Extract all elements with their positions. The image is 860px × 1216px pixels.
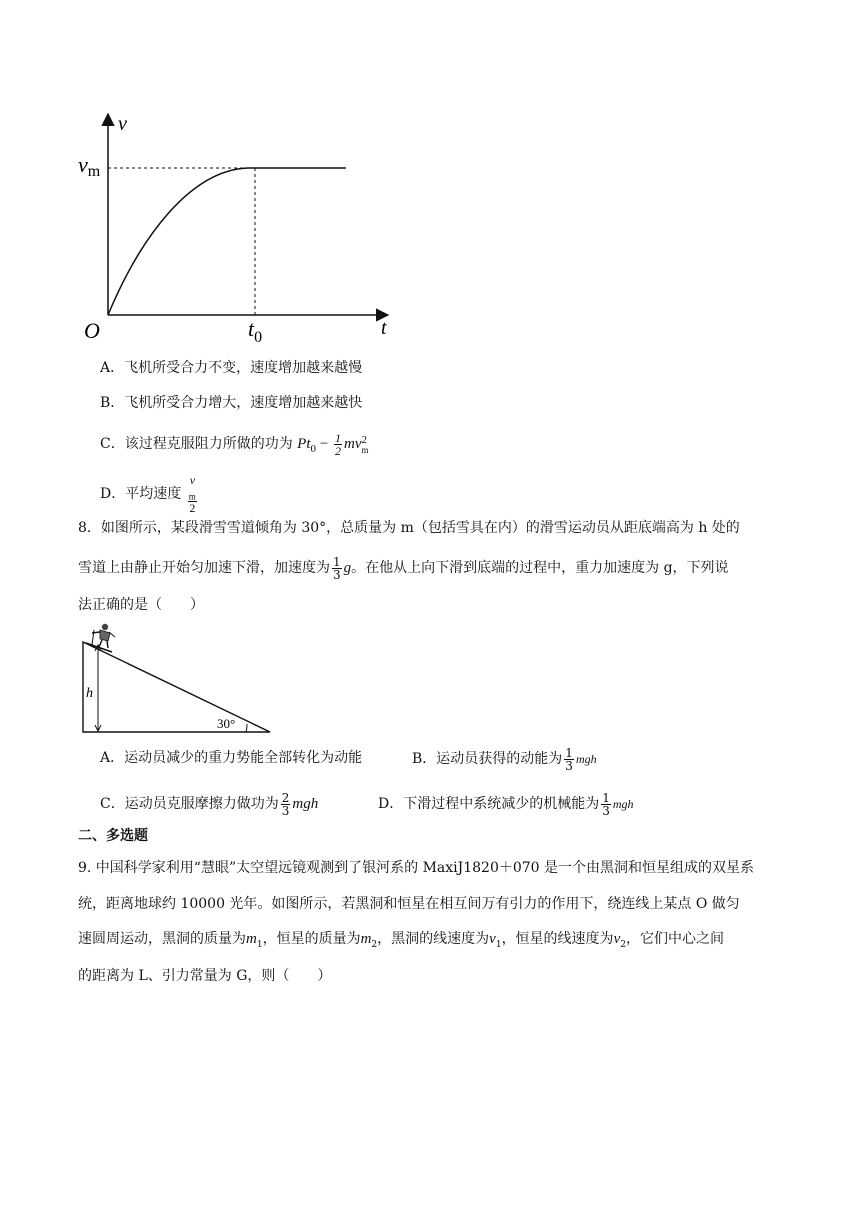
slope-triangle xyxy=(83,642,270,732)
height-label: h xyxy=(86,686,93,701)
skier-icon xyxy=(86,624,115,652)
q9-line2: 统，距离地球约 10000 光年。如图所示，若黑洞和恒星在相互间万有引力的作用下，绕连线上某点 O 做匀 xyxy=(78,896,740,912)
q8-stem-line1: 8．如图所示，某段滑雪雪道倾角为 30°，总质量为 m（包括雪具在内）的滑雪运动员从距底端高为 h 处的 xyxy=(78,520,740,536)
x-axis-label: t xyxy=(381,317,387,339)
angle-label: 30° xyxy=(217,716,236,731)
q7-option-a: A．飞机所受合力不变，速度增加越来越慢 xyxy=(100,360,363,376)
q7-option-c xyxy=(100,430,369,463)
y-axis-label: v xyxy=(118,113,127,135)
section-heading-multiple-choice: 二、多选题 xyxy=(78,828,148,844)
q9-line1: 9. 中国科学家利用“慧眼”太空望远镜观测到了银河系的 MaxiJ1820＋070 是一个由黑洞和恒星组成的双星系 xyxy=(78,860,755,876)
q7-option-d-text: D．平均速度 xyxy=(100,486,182,503)
vm-label: vm xyxy=(78,152,101,180)
q8-option-b: B．运动员获得的动能为 $\frac{1}{3}$ mgh xyxy=(412,745,597,773)
ski-slope-figure xyxy=(78,620,278,738)
angle-arc xyxy=(246,724,247,732)
q8-option-d: D．下滑过程中系统减少的机械能为 $\frac{1}{3}$ mgh xyxy=(378,790,634,818)
q8-stem-line3: 法正确的是（ ） xyxy=(78,597,204,613)
q7-option-d xyxy=(100,474,199,514)
velocity-curve xyxy=(108,168,346,315)
q7-option-d-fraction: v $_m$ 2 xyxy=(188,473,196,516)
q9-line4: 的距离为 L、引力常量为 G，则（ ） xyxy=(78,968,332,984)
q8-option-c: C．运动员克服摩擦力做功为 $\frac{2}{3}$ mgh xyxy=(100,790,319,818)
q7-option-c-text: C．该过程克服阻力所做的功为 xyxy=(100,436,293,452)
q9-line3: 速圆周运动，黑洞的质量为$m_1$，恒星的质量为$m_2$，黑洞的线速度为$v_1$，恒星的线速度为$v_2$，它们中心之间 xyxy=(78,931,724,950)
q8-stem-line2: 雪道上由静止开始匀加速下滑，加速度为 $\frac{1}{3}$ g。在他从上向下滑到底端的过程中，重力加速度为 g，下列说 xyxy=(78,554,729,582)
velocity-time-graph xyxy=(70,108,410,348)
q7-option-c-formula: $Pt_0$ − $\frac{1}{2}$ mv 2 m xyxy=(297,431,369,459)
t0-label: $t_0$ xyxy=(248,316,263,346)
origin-label: O xyxy=(84,318,100,343)
q7-option-b: B．飞机所受合力增大，速度增加越来越快 xyxy=(100,395,363,411)
q8-option-a: A．运动员减少的重力势能全部转化为动能 xyxy=(100,750,363,766)
